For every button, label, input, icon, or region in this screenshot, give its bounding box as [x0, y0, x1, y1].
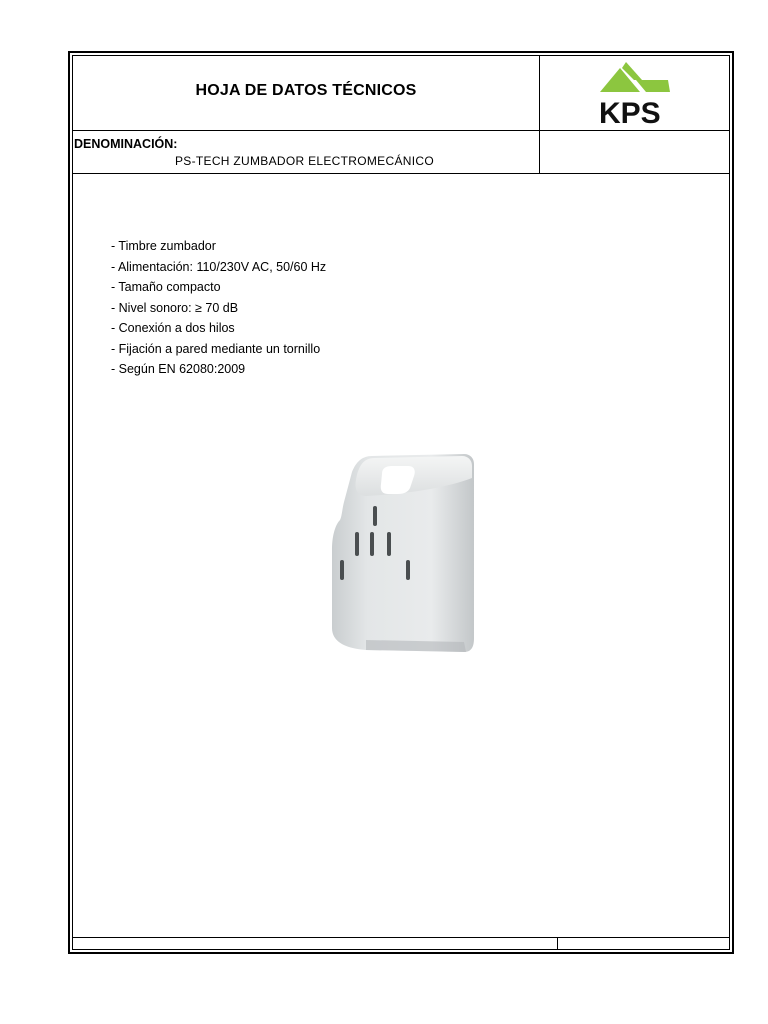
feature-item: - Nivel sonoro: ≥ 70 dB	[111, 300, 239, 315]
buzzer-product-image	[326, 450, 478, 656]
buzzer-slot	[406, 560, 410, 580]
feature-item: - Timbre zumbador	[111, 239, 216, 253]
feature-item: - Tamaño compacto	[111, 280, 221, 294]
buzzer-slot	[373, 506, 377, 526]
buzzer-slot	[340, 560, 344, 580]
denomination-label: DENOMINACIÓN:	[74, 137, 178, 151]
footer-top-rule	[72, 937, 730, 938]
buzzer-bottom-shadow	[366, 640, 466, 652]
buzzer-slot	[370, 532, 374, 556]
document-title: HOJA DE DATOS TÉCNICOS	[195, 82, 417, 99]
feature-item: - Fijación a pared mediante un tornillo	[111, 341, 321, 356]
logo-text: KPS	[599, 97, 661, 126]
buzzer-slot	[387, 532, 391, 556]
kps-logo	[596, 62, 676, 126]
feature-item: - Conexión a dos hilos	[111, 321, 235, 335]
denomination-bottom-rule	[72, 173, 730, 174]
feature-list	[111, 236, 326, 380]
feature-item: - Alimentación: 110/230V AC, 50/60 Hz	[111, 259, 327, 274]
feature-item: - Según EN 62080:2009	[111, 362, 246, 376]
footer-divider	[557, 937, 558, 950]
header-divider	[539, 55, 540, 173]
header-bottom-rule	[72, 130, 730, 131]
logo-chevron-right	[636, 80, 670, 92]
denomination-value: PS-TECH ZUMBADOR ELECTROMECÁNICO	[175, 154, 434, 168]
buzzer-slot	[355, 532, 359, 556]
